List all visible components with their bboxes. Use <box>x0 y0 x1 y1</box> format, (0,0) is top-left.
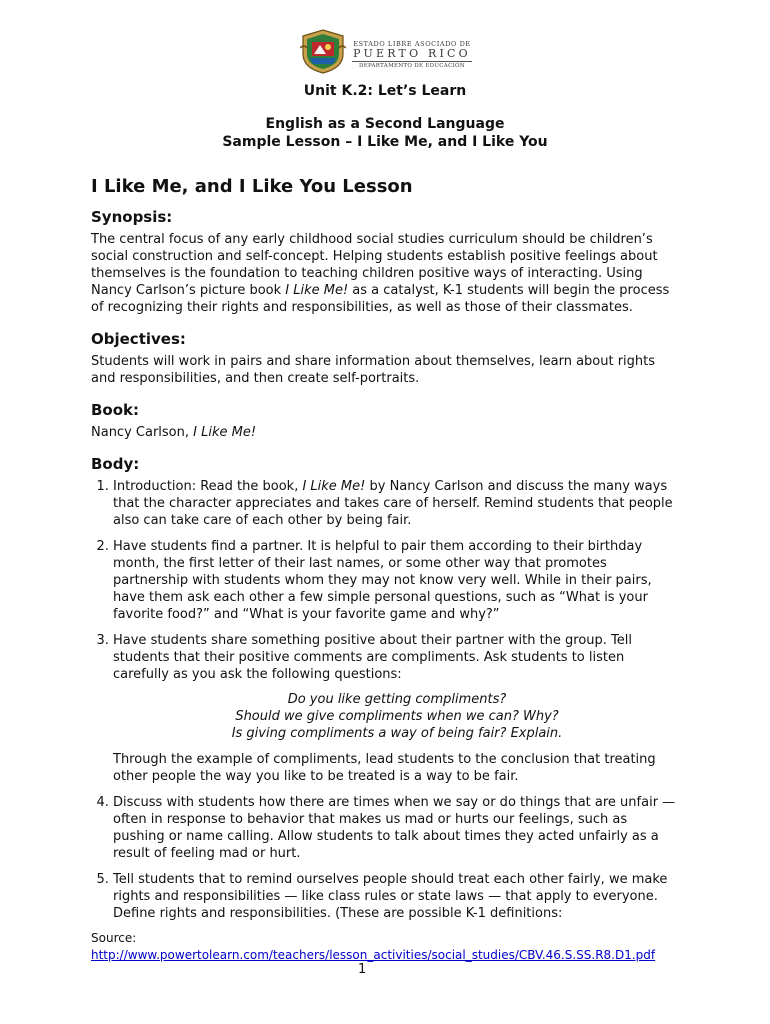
objectives-heading: Objectives: <box>91 330 186 348</box>
step5-text: Tell students that to remind ourselves people should treat each other fairly, we make rights and responsibilities — like class rules or state laws — that apply to everyone. Define rights and responsibilities. (These are possible K-1 definitions: <box>113 872 668 921</box>
step1-text-a: Introduction: Read the book, <box>113 479 303 494</box>
source-footnote <box>91 930 681 964</box>
step2-text: Have students find a partner. It is helpful to pair them according to their birthday month, the first letter of their last names, or some other way that promotes partnership with students whom they may not know very well. While in their pairs, have them ask each other a few simple personal questions, such as “What is your favorite food?” and “What is your favorite game and why?” <box>113 539 652 622</box>
book-author: Nancy Carlson, <box>91 425 194 440</box>
synopsis-text-b: as a catalyst, K-1 students will begin the process of recognizing their rights and responsibilities, as well as those of their classmates. <box>91 283 670 315</box>
book-section <box>91 401 681 441</box>
logo-line-3: DEPARTAMENTO DE EDUCACIÓN <box>359 63 465 69</box>
list-item <box>113 478 681 529</box>
list-item <box>113 871 681 922</box>
logo-line-2: PUERTO RICO <box>353 47 471 60</box>
book-text <box>91 424 681 441</box>
question-1: Do you like getting compliments? <box>287 692 507 707</box>
logo-wordmark <box>352 40 472 70</box>
lesson-title: I Like Me, and I Like You Lesson <box>91 176 413 197</box>
question-2: Should we give compliments when we can? Why? <box>235 709 559 724</box>
list-item <box>113 632 681 785</box>
lesson-subtitle: Sample Lesson – I Like Me, and I Like You <box>222 134 548 150</box>
list-item <box>113 794 681 862</box>
book-title: I Like Me! <box>193 425 257 440</box>
step1-book-title: I Like Me! <box>302 479 366 494</box>
lesson-content <box>91 176 681 931</box>
page-number: 1 <box>358 962 367 977</box>
step3-text: Have students share something positive about their partner with the group. Tell students that their positive comments are compliments. Ask students to listen carefully as you ask the following questions: <box>113 633 633 682</box>
logo-divider <box>352 61 472 62</box>
source-label: Source: <box>91 931 137 945</box>
question-3: Is giving compliments a way of being fair? Explain. <box>231 726 563 741</box>
synopsis-text <box>91 231 681 316</box>
synopsis-book-title: I Like Me! <box>285 283 349 298</box>
unit-title: Unit K.2: Let’s Learn <box>303 83 467 99</box>
step1-text-b: by Nancy Carlson and discuss the many ways that the character appreciates and takes care of herself. Remind students that people also can take care of each other by being fair. <box>113 479 673 528</box>
course-subtitle: English as a Second Language <box>265 116 505 132</box>
body-steps-list <box>91 478 681 922</box>
department-logo <box>300 28 475 74</box>
book-heading: Book: <box>91 401 140 419</box>
synopsis-text-a: The central focus of any early childhood social studies curriculum should be children’s social construction and self-concept. Helping students establish positive feelings about themselves is the foundation to teaching children positive ways of interacting. Using Nancy Carlson’s picture book <box>91 232 658 298</box>
synopsis-section <box>91 208 681 316</box>
puerto-rico-seal-icon <box>300 28 346 74</box>
source-link[interactable]: http://www.powertolearn.com/teachers/lesson_activities/social_studies/CBV.46.S.SS.R8.D1.pdf <box>91 948 656 962</box>
body-heading: Body: <box>91 455 140 473</box>
body-section <box>91 455 681 922</box>
logo-line-1: ESTADO LIBRE ASOCIADO DE <box>353 40 471 48</box>
step4-text: Discuss with students how there are times when we say or do things that are unfair — often in response to behavior that makes us mad or hurts our feelings, such as pushing or name calling. Allow students to talk about times they acted unfairly as a result of feeling mad or hurt. <box>113 795 676 861</box>
compliment-questions <box>113 691 681 742</box>
objectives-section <box>91 330 681 387</box>
objectives-text: Students will work in pairs and share information about themselves, learn about rights and responsibilities, and then create self-portraits. <box>91 354 656 386</box>
step3-conclusion: Through the example of compliments, lead students to the conclusion that treating other people the way you like to be treated is a way to be fair. <box>113 752 656 784</box>
synopsis-heading: Synopsis: <box>91 208 173 226</box>
list-item <box>113 538 681 623</box>
